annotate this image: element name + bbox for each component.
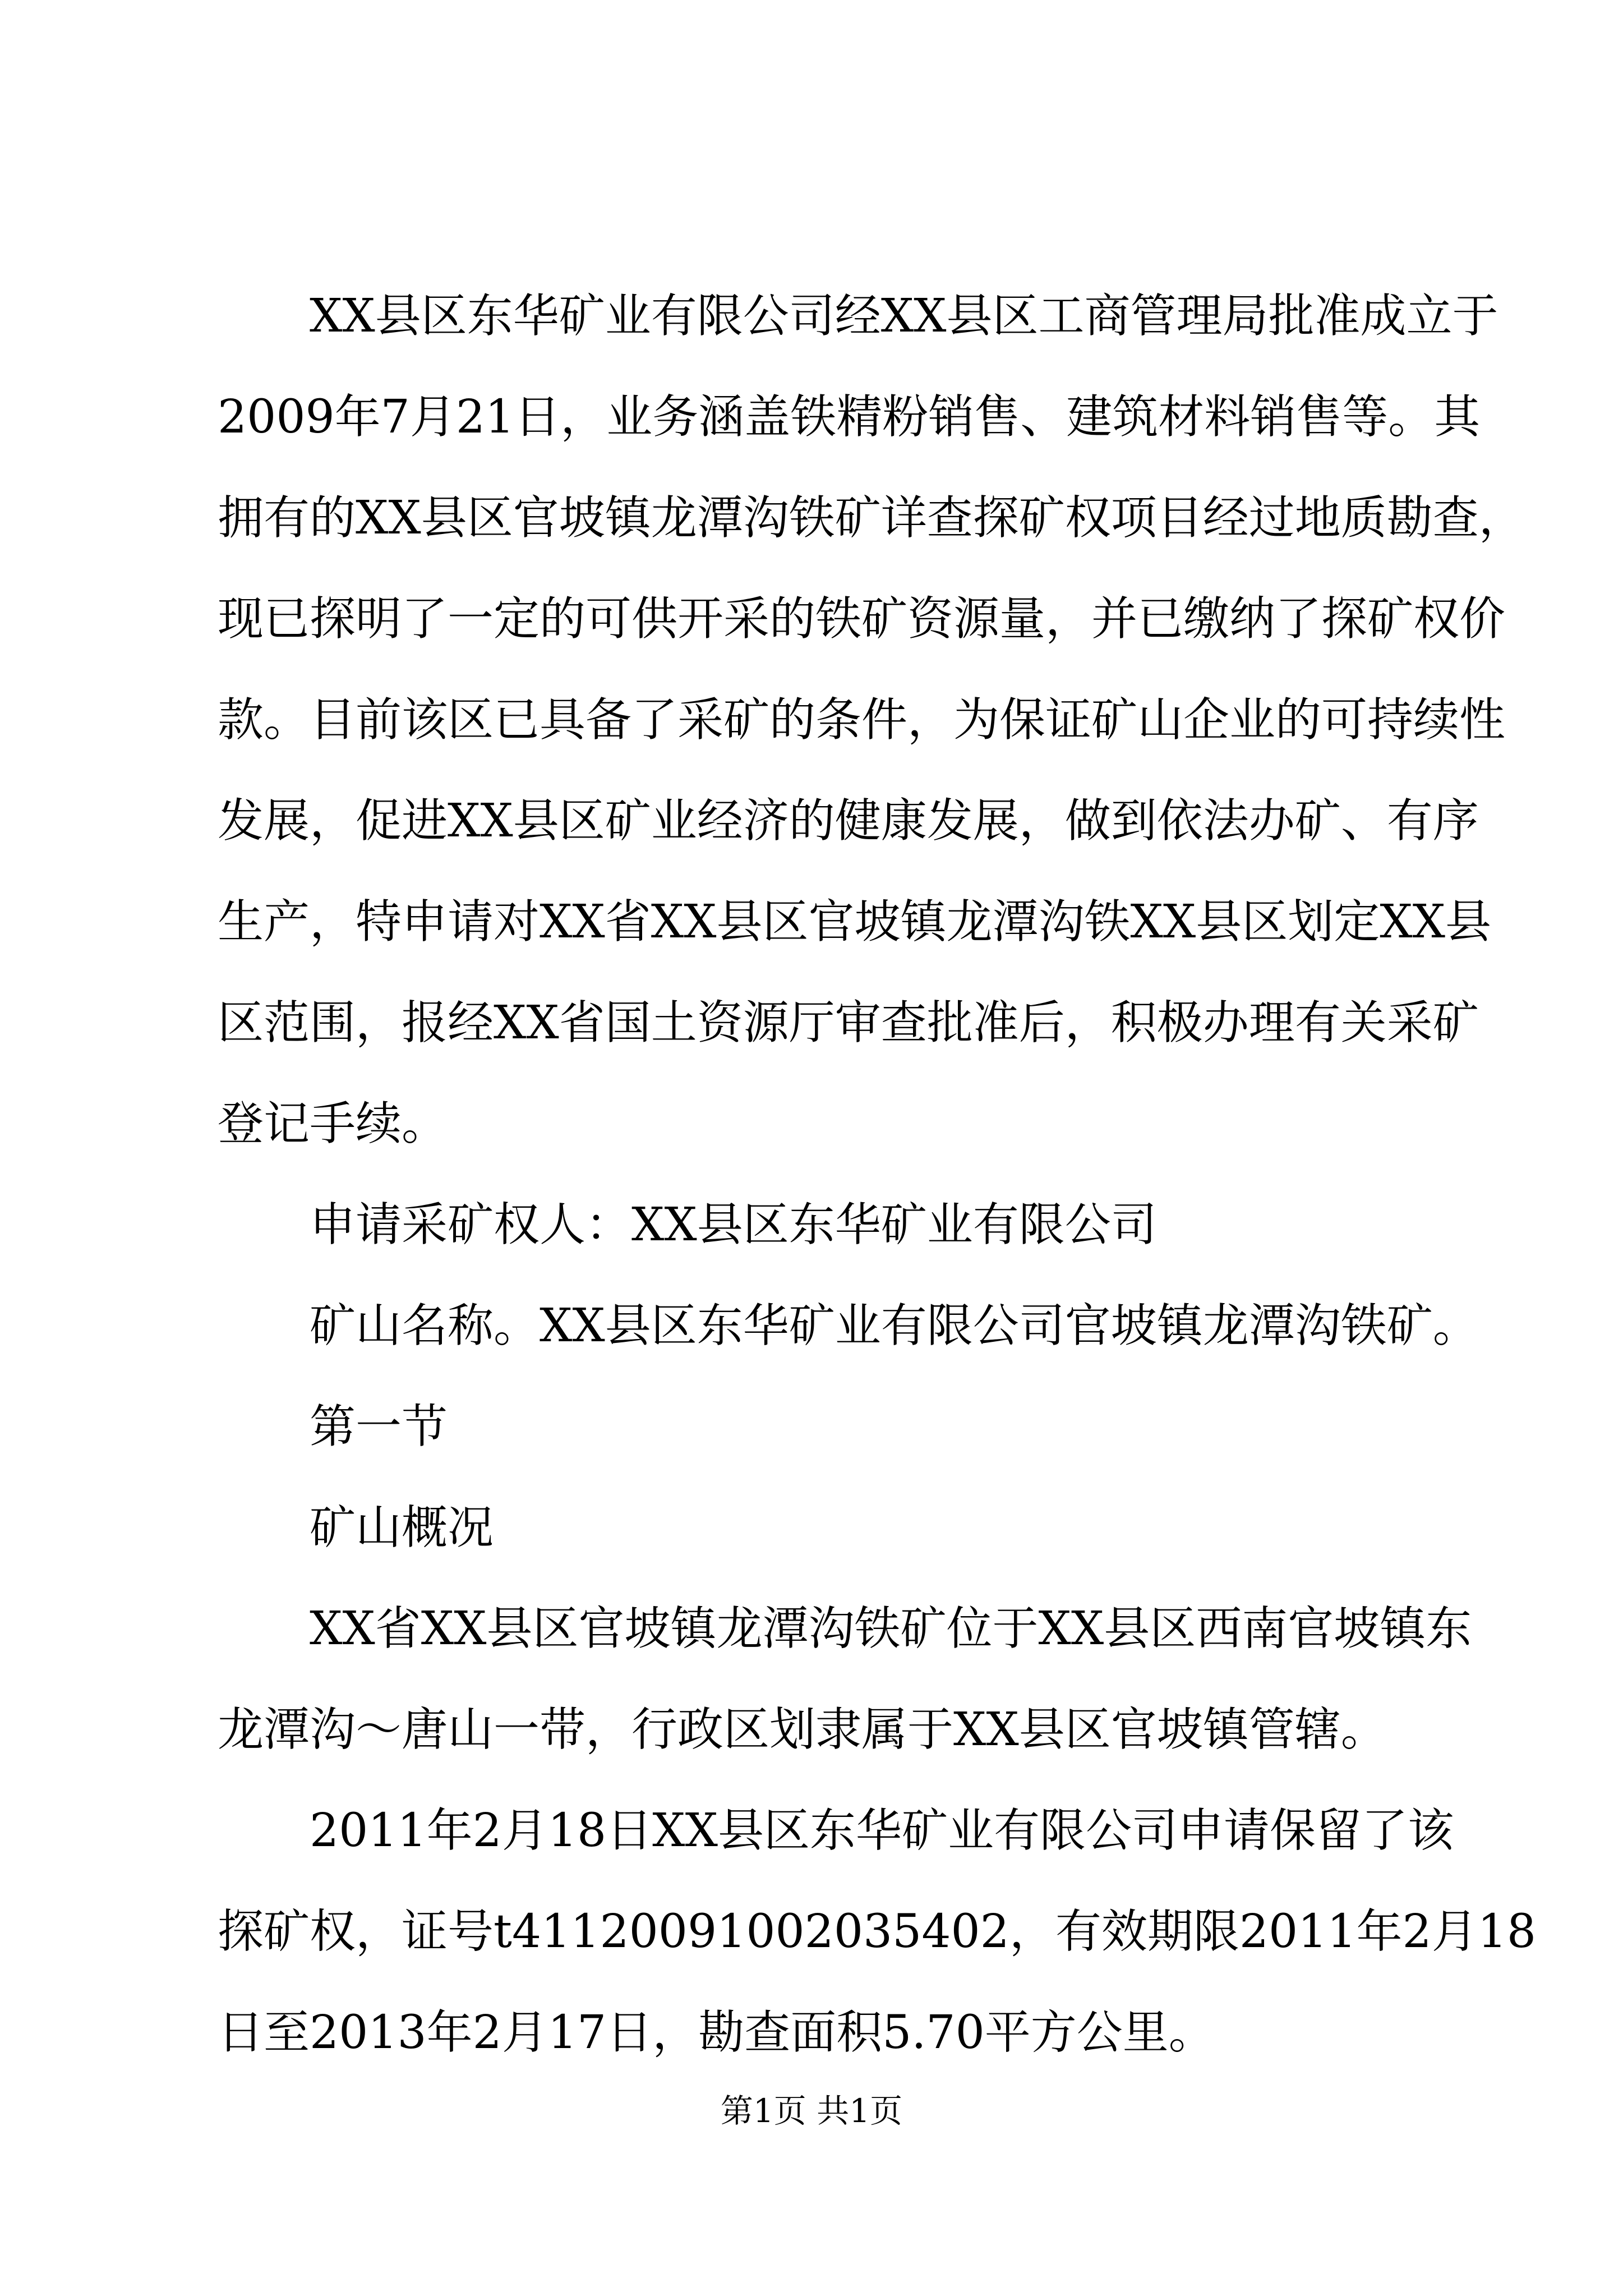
text-line: 现已探明了一定的可供开采的铁矿资源量，并已缴纳了探矿权价 <box>218 592 1506 646</box>
text-line: 发展，促进XX县区矿业经济的健康发展，做到依法办矿、有序 <box>218 794 1479 848</box>
text-line: 生产，特申请对XX省XX县区官坡镇龙潭沟铁XX县区划定XX县 <box>218 895 1492 949</box>
text-line: 龙潭沟～唐山一带，行政区划隶属于XX县区官坡镇管辖。 <box>218 1703 1387 1756</box>
text-line: 2009年7月21日，业务涵盖铁精粉销售、建筑材料销售等。其 <box>218 390 1481 444</box>
text-line: 款。目前该区已具备了采矿的条件，为保证矿山企业的可持续性 <box>218 693 1506 747</box>
text-line: 探矿权，证号t41120091002035402，有效期限2011年2月18 <box>218 1905 1537 1958</box>
section-title: 矿山概况 <box>218 1501 494 1554</box>
text-line: 区范围，报经XX省国土资源厅审查批准后，积极办理有关采矿 <box>218 996 1479 1050</box>
text-line: 申请采矿权人：XX县区东华矿业有限公司 <box>218 1198 1157 1251</box>
page-footer: 第1页 共1页 <box>720 2092 903 2130</box>
text-line: 矿山名称。XX县区东华矿业有限公司官坡镇龙潭沟铁矿。 <box>218 1299 1479 1352</box>
section-heading: 第一节 <box>218 1400 448 1453</box>
text-line: XX县区东华矿业有限公司经XX县区工商管理局批准成立于 <box>218 289 1498 343</box>
text-line: 日至2013年2月17日，勘查面积5.70平方公里。 <box>218 2006 1215 2059</box>
text-line: 拥有的XX县区官坡镇龙潭沟铁矿详查探矿权项目经过地质勘查， <box>218 491 1525 545</box>
text-line: 2011年2月18日XX县区东华矿业有限公司申请保留了该 <box>218 1804 1454 1857</box>
text-line: XX省XX县区官坡镇龙潭沟铁矿位于XX县区西南官坡镇东 <box>218 1602 1472 1655</box>
text-line: 登记手续。 <box>218 1097 448 1151</box>
